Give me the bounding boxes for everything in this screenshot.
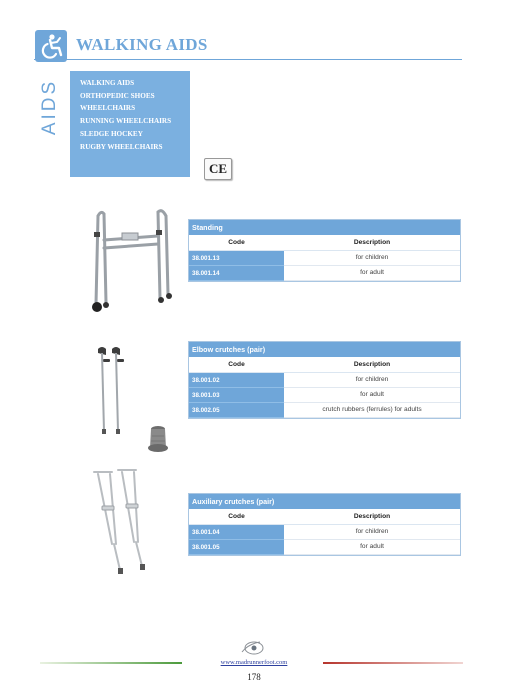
product-description: for children	[284, 373, 460, 388]
category-sledge-hockey[interactable]: SLEDGE HOCKEY	[80, 129, 143, 138]
category-walking-aids[interactable]: WALKING AIDS	[80, 79, 135, 87]
footer-logo-icon	[240, 638, 266, 658]
product-description: for adult	[284, 540, 460, 555]
product-code: 38.001.13	[189, 251, 284, 266]
table-header	[189, 235, 460, 251]
product-code: 38.001.04	[189, 525, 284, 540]
wheelchair-logo-icon	[35, 30, 67, 62]
table-row	[189, 251, 460, 266]
table-row	[189, 525, 460, 540]
product-description: for adult	[284, 266, 460, 281]
table-row	[189, 373, 460, 388]
col-description-header: Description	[353, 361, 391, 368]
col-code-header: Code	[228, 239, 245, 246]
ce-mark: CE	[204, 158, 232, 180]
category-wheelchairs[interactable]: WHEELCHAIRS	[80, 104, 136, 113]
product-description: for adult	[284, 388, 460, 403]
crutch-rubber-image	[144, 424, 172, 454]
product-description: for children	[284, 525, 460, 540]
elbow-crutches-image	[90, 345, 130, 435]
category-menu	[70, 71, 190, 177]
product-description: for children	[284, 251, 460, 266]
product-code: 38.001.05	[189, 540, 284, 555]
table-row	[189, 266, 460, 281]
table-row	[189, 540, 460, 555]
product-code: 38.001.02	[189, 373, 284, 388]
footer-website-link[interactable]: www.madrunnerfoot.com	[220, 659, 288, 666]
table-title: Elbow crutches (pair)	[189, 342, 460, 357]
table-title: Auxiliary crutches (pair)	[189, 494, 460, 509]
footer-line-red	[323, 662, 463, 664]
product-table-auxiliary-crutches	[188, 493, 461, 556]
product-code: 38.002.05	[189, 403, 284, 418]
page-title: WALKING AIDS	[76, 35, 208, 54]
product-code: 38.001.14	[189, 266, 284, 281]
table-header	[189, 357, 460, 373]
col-code-header: Code	[228, 513, 245, 520]
col-description-header: Description	[353, 239, 391, 246]
category-rugby-wheelchairs[interactable]: RUGBY WHEELCHAIRS	[80, 142, 163, 151]
product-table-standing	[188, 219, 461, 282]
header-divider	[34, 59, 462, 60]
side-label	[35, 76, 65, 138]
col-description-header: Description	[353, 513, 391, 520]
auxiliary-crutches-image	[88, 466, 154, 576]
col-code-header: Code	[228, 361, 245, 368]
table-header	[189, 509, 460, 525]
table-row	[189, 403, 460, 418]
category-orthopedic-shoes[interactable]: ORTHOPEDIC SHOES	[80, 91, 155, 100]
side-label-text: AIDS	[39, 78, 60, 136]
category-running-wheelchairs[interactable]: RUNNING WHEELCHAIRS	[80, 117, 172, 126]
product-code: 38.001.03	[189, 388, 284, 403]
product-table-elbow-crutches	[188, 341, 461, 419]
footer-line-green	[40, 662, 182, 664]
page-number: 178	[247, 672, 261, 682]
walker-image	[84, 206, 180, 316]
table-title: Standing	[189, 220, 460, 235]
table-row	[189, 388, 460, 403]
product-description: crutch rubbers (ferrules) for adults	[284, 403, 460, 418]
